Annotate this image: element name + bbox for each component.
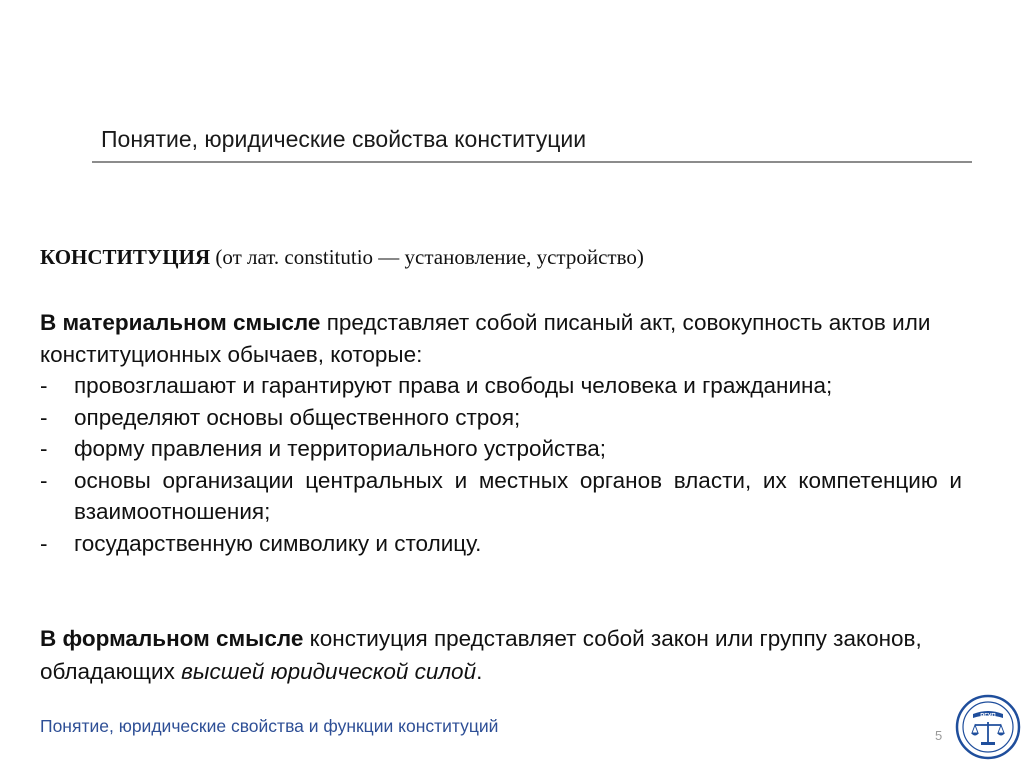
list-item <box>40 528 962 560</box>
scales-base <box>981 742 995 745</box>
dash-bullet: - <box>40 436 48 461</box>
logo-text: РГУП <box>980 713 996 720</box>
list-item <box>40 465 962 528</box>
list-item-text: определяют основы общественного строя; <box>74 404 521 430</box>
list-item-text: государственную символику и столицу. <box>74 530 482 556</box>
formal-sense-emphasis: высшей юридической силой <box>181 659 477 684</box>
page-number: 5 <box>935 728 943 743</box>
formal-sense-text: констиуция представляет собой закон или группу законов, обладающих <box>40 626 922 684</box>
formal-sense-tail: . <box>476 659 483 684</box>
term-etymology: (от лат. constitutio — установление, устройство) <box>210 245 644 269</box>
constitution-definition-heading <box>40 245 644 270</box>
formal-sense-label: В формальном смысле <box>40 626 304 651</box>
university-logo <box>955 694 1021 760</box>
list-item <box>40 370 962 402</box>
title-divider <box>92 161 972 163</box>
dash-bullet: - <box>40 373 48 398</box>
material-sense-label: В материальном смысле <box>40 310 321 335</box>
material-sense-lead <box>40 307 962 370</box>
dash-bullet: - <box>40 467 48 493</box>
term-constitution: КОНСТИТУЦИЯ <box>40 245 211 269</box>
slide-title: Понятие, юридические свойства конституции <box>101 126 587 152</box>
list-item-text: основы организации центральных и местных органов власти, их компетенцию и взаимоотношения; <box>74 467 962 524</box>
formal-sense-paragraph <box>40 622 962 688</box>
list-item-text: форму правления и территориального устройства; <box>74 436 607 461</box>
list-item <box>40 433 962 465</box>
material-sense-section <box>40 307 962 559</box>
material-sense-list <box>40 370 962 559</box>
dash-bullet: - <box>40 404 48 430</box>
material-sense-text: представляет собой писаный акт, совокупность актов или конституционных обычаев, которые: <box>40 310 931 367</box>
dash-bullet: - <box>40 530 48 556</box>
list-item-text: провозглашают и гарантируют права и свободы человека и гражданина; <box>74 373 833 398</box>
list-item <box>40 402 962 434</box>
footer-caption: Понятие, юридические свойства и функции конституций <box>40 716 499 736</box>
